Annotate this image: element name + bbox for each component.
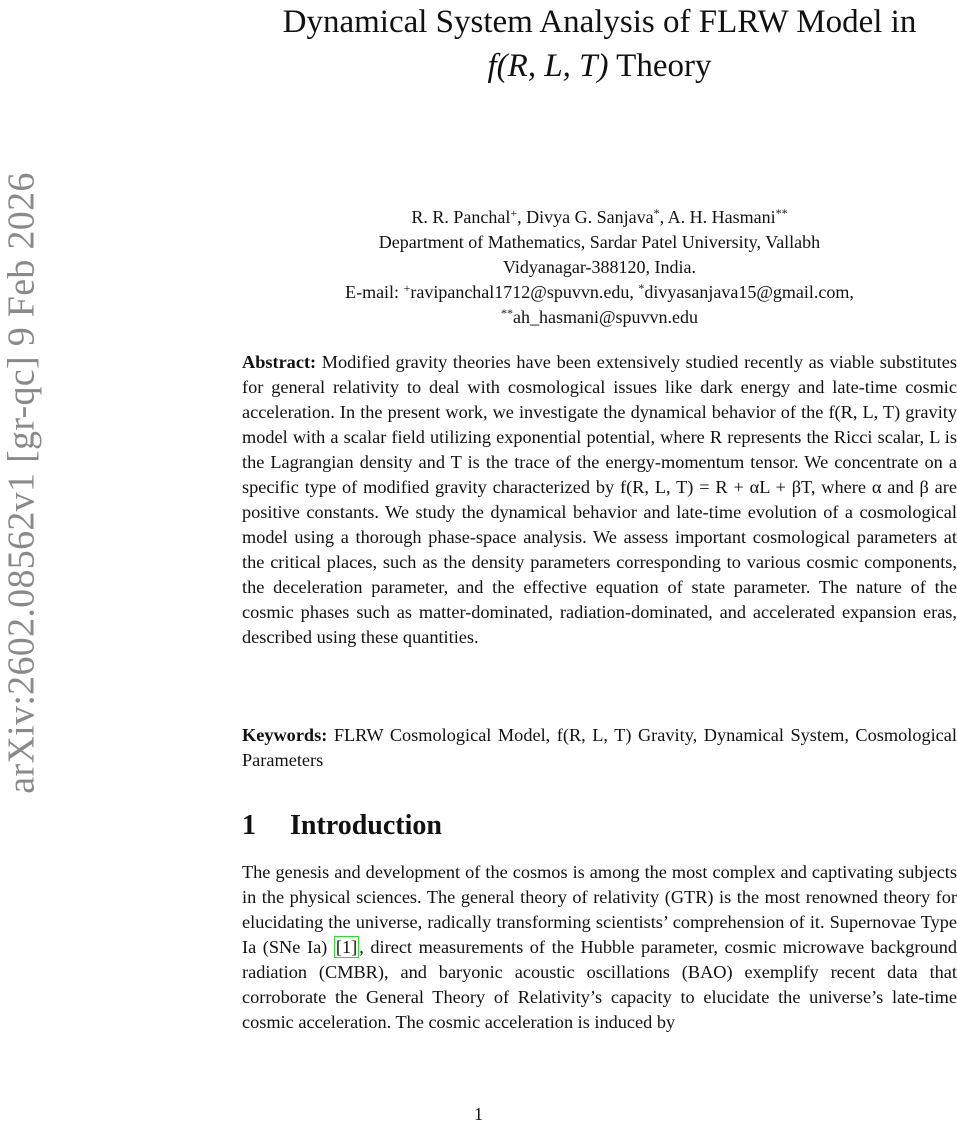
- author-2: , Divya G. Sanjava: [517, 207, 654, 227]
- title-line-2: [242, 44, 957, 88]
- page-number: 1: [474, 1104, 483, 1124]
- keywords-label: Keywords:: [242, 725, 328, 745]
- email-3[interactable]: ah_hasmani@spuvvn.edu: [512, 307, 699, 327]
- arxiv-stamp-text: arXiv:2602.08562v1 [gr-qc] 9 Feb 2026: [1, 171, 43, 794]
- keywords-text: FLRW Cosmological Model, f(R, L, T) Gravity, Dynamical System, Cosmological Parameters: [242, 725, 957, 770]
- email-1-mark: +: [403, 281, 411, 295]
- email-label: E-mail:: [345, 282, 404, 302]
- citation-link[interactable]: [1]: [335, 937, 358, 957]
- abstract-label: Abstract:: [242, 352, 317, 372]
- title-line-2-text: Theory: [608, 48, 712, 84]
- email-line: [242, 280, 957, 305]
- email-line-2: [242, 305, 957, 330]
- author-1: R. R. Panchal: [411, 207, 511, 227]
- author-2-mark: *: [653, 206, 660, 220]
- title-line-1: Dynamical System Analysis of FLRW Model in: [282, 4, 917, 40]
- author-1-mark: +: [510, 206, 518, 220]
- intro-text-after: , direct measurements of the Hubble parameter, cosmic microwave background radiation (CMBR), and baryonic acoustic oscillations (BAO) exemplify recent data that corroborate the General Theory of Relativity’s capacity to elucidate the universe’s late-time cosmic acceleration. The cosmic acceleration is induced by: [242, 937, 957, 1032]
- email-2-mark: *: [638, 281, 645, 295]
- email-3-mark: **: [500, 306, 513, 320]
- author-3: , A. H. Hasmani: [659, 207, 776, 227]
- abstract-text: Modified gravity theories have been extensively studied recently as viable substitutes for general relativity to deal with cosmological issues like dark energy and late-time cosmic acceleration. In the present work, we investigate the dynamical behavior of the f(R, L, T) gravity model with a scalar field utilizing exponential potential, where R represents the Ricci scalar, L is the Lagrangian density and T is the trace of the energy-momentum tensor. We concentrate on a specific type of modified gravity characterized by f(R, L, T) = R + αL + βT, where α and β are positive constants. We study the dynamical behavior and late-time evolution of a cosmological model using a thorough phase-space analysis. We assess important cosmological parameters at the critical places, such as the density parameters corresponding to various cosmic components, the deceleration parameter, and the effective equation of state parameter. The nature of the cosmic phases such as matter-dominated, radiation-dominated, and accelerated expansion eras, described using these quantities.: [242, 352, 957, 647]
- section-number: 1: [242, 810, 256, 841]
- section-title: Introduction: [290, 810, 442, 841]
- author-names: [242, 205, 957, 230]
- email-2[interactable]: divyasanjava15@gmail.com,: [644, 282, 854, 302]
- affiliation-line-2: Vidyanagar-388120, India.: [503, 257, 696, 277]
- paper-title: [242, 0, 957, 88]
- arxiv-identifier-stamp: [2, 135, 42, 830]
- affiliation-line-1: Department of Mathematics, Sardar Patel University, Vallabh: [378, 232, 821, 252]
- email-1[interactable]: ravipanchal1712@spuvvn.edu,: [410, 282, 639, 302]
- author-3-mark: **: [775, 206, 788, 220]
- author-block: [242, 205, 957, 330]
- keywords: [242, 723, 957, 773]
- title-math: f(R, L, T): [487, 48, 609, 84]
- abstract: [242, 350, 957, 650]
- section-heading-introduction: [242, 806, 442, 846]
- introduction-paragraph: [242, 860, 957, 1035]
- intro-text-before: The genesis and development of the cosmos is among the most complex and captivating subjects in the physical sciences. The general theory of relativity (GTR) is the most renowned theory for elucidating the universe, radically transforming scientists’ comprehension of it. Supernovae Type Ia (SNe Ia): [242, 862, 957, 957]
